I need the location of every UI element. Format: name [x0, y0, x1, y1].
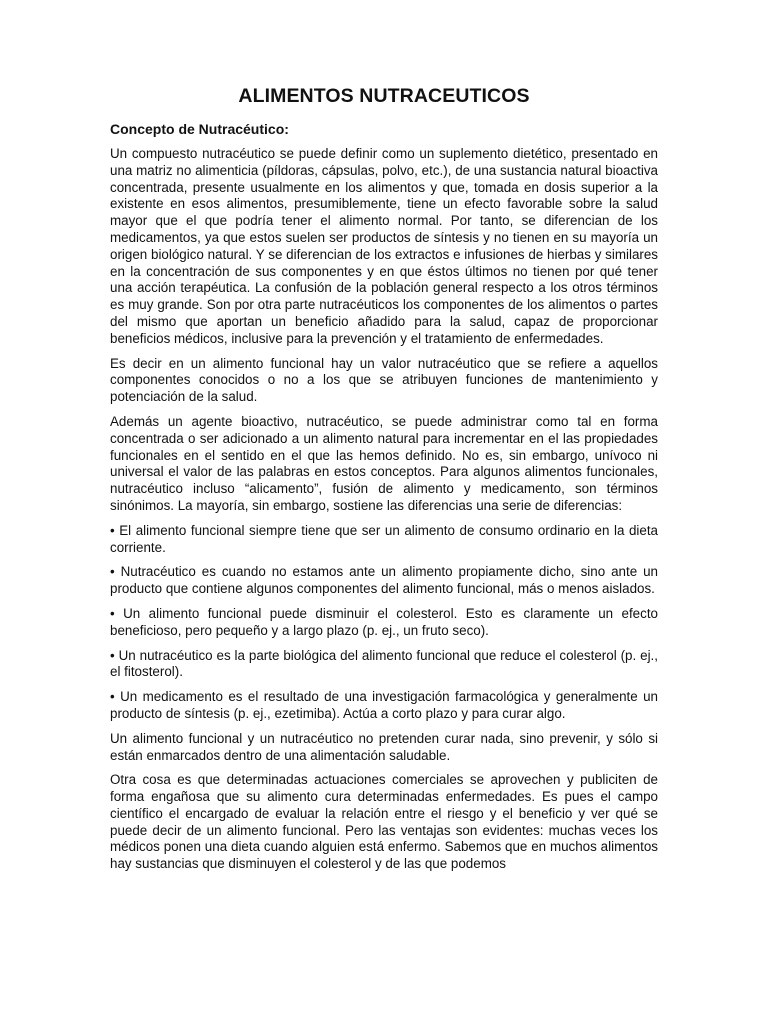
document-title: ALIMENTOS NUTRACEUTICOS	[238, 85, 530, 107]
paragraph-bioactive-agent: Además un agente bioactivo, nutracéutico, se puede administrar como tal en forma concentrada o ser adicionado a un alimento natural para incrementar en el las propiedades funcionales en el sentido en el que las hemos definido. No es, sin embargo, unívoco ni universal el valor de las palabras en estos conceptos. Para algunos alimentos funcionales, nutracéutico incluso “alicamento”, fusión de alimento y medicamento, son términos sinónimos. La mayoría, sin embargo, sostiene las diferencias una serie de diferencias:	[110, 413, 658, 513]
bullet-functional-food: • El alimento funcional siempre tiene que ser un alimento de consumo ordinario en la dieta corriente.	[110, 522, 658, 555]
document-page	[110, 84, 658, 881]
bullet-medication: • Un medicamento es el resultado de una investigación farmacológica y generalmente un producto de síntesis (p. ej., ezetimiba). Actúa a corto plazo y para curar algo.	[110, 689, 658, 721]
paragraph-commercial: Otra cosa es que determinadas actuaciones comerciales se aprovechen y publiciten de forma engañosa que su alimento cura determinadas enfermedades. Es pues el campo científico el encargado de evaluar la relación entre el riesgo y el beneficio y ver qué se puede decir de un alimento funcional. Pero las ventajas son evidentes: muchas veces los médicos ponen una dieta cuando alguien está enfermo. Sabemos que en muchos alimentos hay sustancias que disminuyen el colesterol y de las que podemos	[110, 772, 658, 872]
paragraph-functional-value: Es decir en un alimento funcional hay un valor nutracéutico que se refiere a aquellos componentes conocidos o no a los que se atribuyen funciones de mantenimiento y potenciación de la salud.	[110, 355, 658, 405]
bullet-nutraceutical: • Nutracéutico es cuando no estamos ante un alimento propiamente dicho, sino ante un producto que contiene algunos componentes del alimento funcional, más o menos aislados.	[110, 564, 658, 597]
section-heading: Concepto de Nutracéutico:	[110, 121, 289, 137]
paragraph-definition: Un compuesto nutracéutico se puede definir como un suplemento dietético, presentado en una matriz no alimenticia (píldoras, cápsulas, polvo, etc.), de una sustancia natural bioactiva concentrada, presente usualmente en los alimentos y que, tomada en dosis superior a la existente en esos alimentos, presumiblemente, tiene un efecto favorable sobre la salud mayor que el que podría tener el alimento normal. Por tanto, se diferencian de los medicamentos, ya que estos suelen ser productos de síntesis y no tienen en su mayoría un origen biológico natural. Y se diferencian de los extractos e infusiones de hierbas y similares en la concentración de sus componentes y en que éstos últimos no tienen por qué tener una acción terapéutica. La confusión de la población general respecto a los otros términos es muy grande. Son por otra parte nutracéuticos los componentes de los alimentos o partes del mismo que aportan un beneficio añadido para la salud, capaz de proporcionar beneficios médicos, inclusive para la prevención y el tratamiento de enfermedades.	[110, 146, 658, 346]
bullet-cholesterol-nutraceutical: • Un nutracéutico es la parte biológica del alimento funcional que reduce el colesterol (p. ej., el fitosterol).	[110, 647, 658, 680]
paragraph-prevention: Un alimento funcional y un nutracéutico no pretenden curar nada, sino prevenir, y sólo si están enmarcados dentro de una alimentación saludable.	[110, 730, 658, 763]
bullet-cholesterol-food: • Un alimento funcional puede disminuir el colesterol. Esto es claramente un efecto beneficioso, pero pequeño y a largo plazo (p. ej., un fruto seco).	[110, 605, 658, 638]
